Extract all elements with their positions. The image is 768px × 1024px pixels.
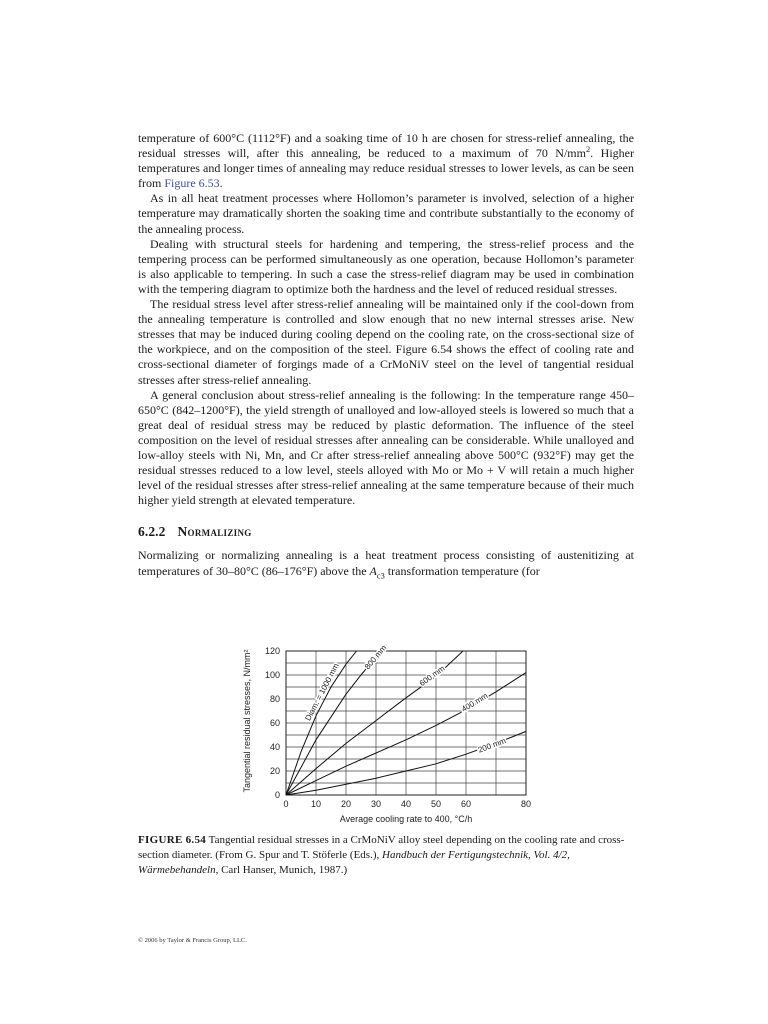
section-paragraph [138,548,634,578]
paragraph [138,237,634,297]
series-label: 400 mm [460,691,490,714]
paragraph [138,297,634,388]
text-run: 2 [585,145,591,155]
series-label: Diam. = 1000 mm [303,661,341,723]
y-tick-label: 40 [269,742,280,752]
caption-label: FIGURE 6.54 [138,834,207,846]
text-run: A [369,563,377,578]
text-run: Handbuch der Fertigungstechnik, Vol. 4/2, Wärmebehandeln [138,849,570,876]
text-run: , Carl Hanser, Munich, 1987.) [215,864,348,876]
section-title: Normalizing [177,524,252,540]
caption-text [138,834,624,876]
y-tick-label: 100 [264,670,280,680]
figure-6-54 [230,640,550,835]
series-label: 800 mm [362,643,389,672]
x-tick-label: 40 [400,799,412,809]
paragraphs [138,131,634,508]
series-label: 600 mm [417,663,447,688]
x-tick-label: 80 [520,799,532,809]
series-label: 200 mm [476,736,508,755]
x-tick-label: 30 [370,799,382,809]
text-run: Normalizing or normalizing annealing is a heat treatment process consisting of austenitizing at temperatures of 30–80°C (86–176°F) above the [138,548,634,578]
text-run: Dealing with structural steels for hardening and tempering, the stress-relief process and the tempering process can be performed simultaneously as one operation, because Hollomon’s parameter is also applicable to tempering. In such a case the stress-relief diagram may be used in combination with the tempering diagram to optimize both the hardness and the level of reduced residual stresses. [138,236,634,296]
paragraph [138,131,634,191]
x-tick-label: 60 [460,799,472,809]
y-tick-label: 120 [264,646,280,656]
paragraph [138,191,634,236]
residual-stress-chart [230,640,550,830]
text-run: . Higher temperatures and longer times of annealing may reduce residual stresses to lower levels, as can be seen from [138,146,634,191]
y-axis-label: Tangential residual stresses, N/mm² [242,649,252,793]
text-run: A general conclusion about stress-relief annealing is the following: In the temperature range 450–650°C (842–1200°F), the yield strength of unalloyed and low-alloyed steels is lowered so much that a great deal of residual stress may be reduced by plastic deformation. The influence of the steel composition on the level of residual stresses after annealing can be considerable. While unalloyed and low-alloy steels with Ni, Mn, and Cr after stress-relief annealing above 500°C (932°F) may get the residual stresses reduced to a low level, steels alloyed with Mo or Mo + V will retain a much higher level of the residual stresses after stress-relief annealing at the same temperature because of their much higher yield strength at elevated temperature. [138,387,634,508]
section-heading [138,524,634,539]
y-tick-label: 20 [269,766,280,776]
x-tick-label: 50 [430,799,442,809]
y-tick-label: 60 [269,718,280,728]
text-run: As in all heat treatment processes where Hollomon’s parameter is involved, selection of a higher temperature may dramatically shorten the soaking time and contribute substantially to the economy of the annealing process. [138,191,634,236]
x-tick-label: 20 [340,799,352,809]
y-tick-label: 80 [269,694,280,704]
body-text [138,131,634,579]
text-run: The residual stress level after stress-relief annealing will be maintained only if the cool-down from the annealing temperature is controlled and slow enough that no new internal stresses arise. New stresses that may be induced during cooling depend on the cooling rate, on the cross-sectional size of the workpiece, and on the composition of the steel. Figure 6.54 shows the effect of cooling rate and cross-sectional diameter of forgings made of a CrMoNiV steel on the level of tangential residual stresses after stress-relief annealing. [138,297,634,387]
figure-reference-link[interactable]: Figure 6.53 [164,176,220,191]
x-tick-label: 0 [283,799,289,809]
paragraph [138,388,634,509]
figure-caption [138,833,634,878]
text-run: transformation temperature (for [384,563,540,578]
text-run: temperature of 600°C (1112°F) and a soaking time of 10 h are chosen for stress-relief annealing, the residual stresses will, after this annealing, be reduced to a maximum of 70 N/mm [138,131,634,161]
text-run: Tangential residual stresses in a CrMoNiV alloy steel depending on the cooling rate and cross-section diameter. (From G. Spur and T. Stöferle (Eds.), [138,834,625,861]
x-tick-label: 10 [310,799,322,809]
section-number: 6.2.2 [138,524,166,540]
text-run: . [219,176,223,191]
y-tick-label: 0 [274,790,280,800]
text-run: c3 [376,570,385,580]
x-axis-label: Average cooling rate to 400, °C/h [339,814,473,824]
copyright-footer: © 2006 by Taylor & Francis Group, LLC. [138,937,247,944]
